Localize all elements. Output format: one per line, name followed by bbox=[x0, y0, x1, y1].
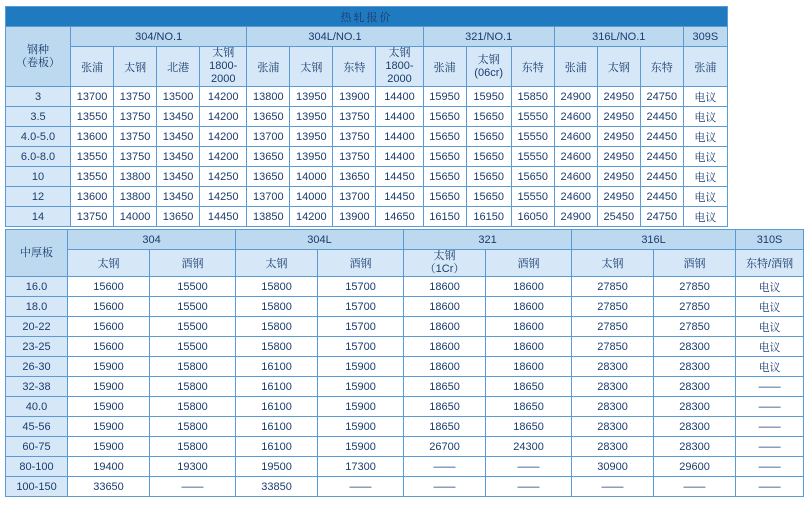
cell: 18600 bbox=[404, 317, 486, 337]
cell: 电议 bbox=[683, 167, 727, 187]
group-304l: 304L bbox=[236, 230, 404, 250]
cell: 18650 bbox=[404, 377, 486, 397]
cell: 15550 bbox=[511, 147, 554, 167]
cell: 13750 bbox=[71, 207, 114, 227]
cell: 24750 bbox=[640, 207, 683, 227]
col-304l-dongte: 东特 bbox=[333, 47, 376, 87]
cell: 13500 bbox=[157, 87, 200, 107]
cell: 13550 bbox=[71, 147, 114, 167]
cell: 15900 bbox=[318, 437, 404, 457]
col-304l-taigang: 太钢 bbox=[290, 47, 333, 87]
cell: 19500 bbox=[236, 457, 318, 477]
cell: 15550 bbox=[511, 107, 554, 127]
cell: 27850 bbox=[572, 297, 654, 317]
cell: 13900 bbox=[333, 207, 376, 227]
cell: 28300 bbox=[572, 357, 654, 377]
section2-sub-header-row bbox=[6, 250, 804, 277]
cell: 13750 bbox=[333, 107, 376, 127]
cell: —— bbox=[404, 477, 486, 497]
cell: —— bbox=[150, 477, 236, 497]
row-label: 10 bbox=[6, 167, 71, 187]
cell: 15650 bbox=[466, 147, 511, 167]
table-row bbox=[6, 207, 728, 227]
cell: 14400 bbox=[376, 107, 423, 127]
col-310s-dongte-jiugang: 东特/酒钢 bbox=[736, 250, 804, 277]
cell: 15900 bbox=[318, 377, 404, 397]
cell: —— bbox=[736, 437, 804, 457]
cell: 18600 bbox=[486, 297, 572, 317]
cell: 28300 bbox=[572, 437, 654, 457]
cell: 14250 bbox=[200, 167, 247, 187]
cell: 13650 bbox=[333, 167, 376, 187]
cell: 16150 bbox=[423, 207, 466, 227]
col-304l-taigang: 太钢 bbox=[236, 250, 318, 277]
table-row bbox=[6, 107, 728, 127]
cell: 13650 bbox=[247, 107, 290, 127]
table-row bbox=[6, 187, 728, 207]
row-label: 18.0 bbox=[6, 297, 68, 317]
cell: 13850 bbox=[247, 207, 290, 227]
table-row bbox=[6, 87, 728, 107]
cell: 14450 bbox=[376, 167, 423, 187]
section1-group-header-row bbox=[6, 27, 728, 47]
cell: 13750 bbox=[114, 107, 157, 127]
cell: 27850 bbox=[572, 277, 654, 297]
col-321-dongte: 东特 bbox=[511, 47, 554, 87]
row-label: 3.5 bbox=[6, 107, 71, 127]
cell: 13750 bbox=[114, 127, 157, 147]
cell: 18650 bbox=[486, 377, 572, 397]
cell: 15800 bbox=[150, 397, 236, 417]
row-label: 4.0-5.0 bbox=[6, 127, 71, 147]
cell: 33650 bbox=[68, 477, 150, 497]
row-label: 14 bbox=[6, 207, 71, 227]
cell: 18650 bbox=[486, 397, 572, 417]
cell: 13950 bbox=[290, 127, 333, 147]
cell: 27850 bbox=[654, 277, 736, 297]
cell: 15650 bbox=[466, 107, 511, 127]
section1-row-header-line1: 钢种 bbox=[27, 43, 50, 56]
cell: 15650 bbox=[511, 167, 554, 187]
cell: —— bbox=[486, 457, 572, 477]
cell: 18600 bbox=[404, 337, 486, 357]
cell: 14450 bbox=[376, 187, 423, 207]
cell: 24600 bbox=[554, 107, 597, 127]
table-row bbox=[6, 277, 804, 297]
table-row bbox=[6, 357, 804, 377]
table-row bbox=[6, 147, 728, 167]
cell: 15900 bbox=[318, 417, 404, 437]
table-row bbox=[6, 457, 804, 477]
cell: 33850 bbox=[236, 477, 318, 497]
cell: 13450 bbox=[157, 147, 200, 167]
table-row bbox=[6, 297, 804, 317]
row-label: 12 bbox=[6, 187, 71, 207]
cell: 28300 bbox=[654, 397, 736, 417]
cell: 24450 bbox=[640, 107, 683, 127]
cell: 15900 bbox=[68, 357, 150, 377]
row-label: 6.0-8.0 bbox=[6, 147, 71, 167]
cell: 14200 bbox=[200, 87, 247, 107]
cell: 13650 bbox=[157, 207, 200, 227]
col-304-jiugang: 酒钢 bbox=[150, 250, 236, 277]
cell: 15900 bbox=[318, 397, 404, 417]
page-title: 热轧报价 bbox=[6, 7, 728, 27]
cell: 电议 bbox=[683, 147, 727, 167]
cell: 14000 bbox=[114, 207, 157, 227]
cell: 13550 bbox=[71, 107, 114, 127]
cell: 26700 bbox=[404, 437, 486, 457]
cell: 15900 bbox=[68, 417, 150, 437]
cell: 15800 bbox=[236, 277, 318, 297]
section2-group-header-row bbox=[6, 230, 804, 250]
group-321: 321 bbox=[404, 230, 572, 250]
row-label: 23-25 bbox=[6, 337, 68, 357]
title-row bbox=[6, 7, 728, 27]
cell: 15800 bbox=[236, 337, 318, 357]
cell: 15500 bbox=[150, 317, 236, 337]
col-316l-zhangpu: 张浦 bbox=[554, 47, 597, 87]
cell: 24450 bbox=[640, 187, 683, 207]
cell: 28300 bbox=[572, 417, 654, 437]
cell: 28300 bbox=[654, 337, 736, 357]
cell: 27850 bbox=[654, 317, 736, 337]
col-304l-jiugang: 酒钢 bbox=[318, 250, 404, 277]
cell: 29600 bbox=[654, 457, 736, 477]
cell: 电议 bbox=[683, 207, 727, 227]
group-309s: 309S bbox=[683, 27, 727, 47]
cell: 15500 bbox=[150, 297, 236, 317]
cell: 14000 bbox=[290, 167, 333, 187]
cell: 电议 bbox=[683, 107, 727, 127]
cell: 16100 bbox=[236, 377, 318, 397]
section1-row-header-line2: （卷板） bbox=[16, 56, 61, 69]
cell: 13950 bbox=[290, 147, 333, 167]
cell: —— bbox=[736, 397, 804, 417]
cell: 18600 bbox=[404, 277, 486, 297]
cell: 15900 bbox=[68, 437, 150, 457]
group-321-no1: 321/NO.1 bbox=[423, 27, 554, 47]
table-row bbox=[6, 337, 804, 357]
row-label: 26-30 bbox=[6, 357, 68, 377]
cell: 24900 bbox=[554, 87, 597, 107]
cell: 24450 bbox=[640, 167, 683, 187]
cell: 15600 bbox=[68, 337, 150, 357]
cell: 13600 bbox=[71, 187, 114, 207]
cell: 13550 bbox=[71, 167, 114, 187]
table-row bbox=[6, 437, 804, 457]
cell: 24950 bbox=[597, 167, 640, 187]
row-label: 45-56 bbox=[6, 417, 68, 437]
cell: 13700 bbox=[71, 87, 114, 107]
cell: 28300 bbox=[572, 377, 654, 397]
col-304-zhangpu: 张浦 bbox=[71, 47, 114, 87]
cell: 18650 bbox=[404, 397, 486, 417]
cell: —— bbox=[572, 477, 654, 497]
group-304: 304 bbox=[68, 230, 236, 250]
col-309s-zhangpu: 张浦 bbox=[683, 47, 727, 87]
cell: 24300 bbox=[486, 437, 572, 457]
cell: 15800 bbox=[150, 377, 236, 397]
cell: 15600 bbox=[68, 277, 150, 297]
cell: 13950 bbox=[290, 107, 333, 127]
cell: 15850 bbox=[511, 87, 554, 107]
cell: 27850 bbox=[654, 297, 736, 317]
row-label: 80-100 bbox=[6, 457, 68, 477]
cell: 15650 bbox=[423, 167, 466, 187]
cell: 16050 bbox=[511, 207, 554, 227]
row-label: 32-38 bbox=[6, 377, 68, 397]
cell: 27850 bbox=[572, 317, 654, 337]
cell: 14650 bbox=[376, 207, 423, 227]
cell: 18600 bbox=[404, 357, 486, 377]
cell: 18600 bbox=[486, 277, 572, 297]
cell: 电议 bbox=[736, 297, 804, 317]
cell: 15650 bbox=[466, 127, 511, 147]
cell: 24950 bbox=[597, 87, 640, 107]
cell: 28300 bbox=[654, 377, 736, 397]
section1-sub-header-row bbox=[6, 47, 728, 87]
col-321-taigang-06cr: 太钢 (06cr) bbox=[466, 47, 511, 87]
cell: 15700 bbox=[318, 317, 404, 337]
cell: 24600 bbox=[554, 127, 597, 147]
row-label: 40.0 bbox=[6, 397, 68, 417]
col-321-taigang-1cr: 太钢 （1Cr） bbox=[404, 250, 486, 277]
cell: —— bbox=[318, 477, 404, 497]
col-304-taigang: 太钢 bbox=[68, 250, 150, 277]
cell: 28300 bbox=[654, 437, 736, 457]
cell: 电议 bbox=[736, 337, 804, 357]
cell: 13450 bbox=[157, 187, 200, 207]
cell: 14000 bbox=[290, 187, 333, 207]
cell: 13700 bbox=[333, 187, 376, 207]
cell: 15700 bbox=[318, 277, 404, 297]
cell: 15800 bbox=[236, 297, 318, 317]
cell: 14450 bbox=[200, 207, 247, 227]
cell: 24750 bbox=[640, 87, 683, 107]
cell: —— bbox=[404, 457, 486, 477]
cell: 24450 bbox=[640, 147, 683, 167]
cell: 15550 bbox=[511, 187, 554, 207]
cell: 13450 bbox=[157, 127, 200, 147]
cell: 15700 bbox=[318, 297, 404, 317]
cell: 14200 bbox=[290, 207, 333, 227]
cell: —— bbox=[736, 477, 804, 497]
cell: 28300 bbox=[572, 397, 654, 417]
cell: 24950 bbox=[597, 147, 640, 167]
cell: 16100 bbox=[236, 397, 318, 417]
row-label: 16.0 bbox=[6, 277, 68, 297]
cell: 24600 bbox=[554, 147, 597, 167]
cell: 13900 bbox=[333, 87, 376, 107]
cell: 18600 bbox=[486, 317, 572, 337]
cell: 15800 bbox=[150, 437, 236, 457]
price-table bbox=[5, 6, 728, 227]
cell: 24900 bbox=[554, 207, 597, 227]
cell: 13650 bbox=[247, 167, 290, 187]
col-321-zhangpu: 张浦 bbox=[423, 47, 466, 87]
cell: 15800 bbox=[236, 317, 318, 337]
cell: 16100 bbox=[236, 417, 318, 437]
row-label: 20-22 bbox=[6, 317, 68, 337]
cell: 电议 bbox=[736, 357, 804, 377]
col-316l-jiugang: 酒钢 bbox=[654, 250, 736, 277]
cell: 18650 bbox=[404, 417, 486, 437]
col-316l-taigang: 太钢 bbox=[572, 250, 654, 277]
section2-row-header: 中厚板 bbox=[6, 230, 68, 277]
cell: 24950 bbox=[597, 187, 640, 207]
group-310s: 310S bbox=[736, 230, 804, 250]
row-label: 60-75 bbox=[6, 437, 68, 457]
cell: 16100 bbox=[236, 437, 318, 457]
cell: —— bbox=[736, 377, 804, 397]
cell: 19300 bbox=[150, 457, 236, 477]
cell: 14400 bbox=[376, 87, 423, 107]
cell: 13800 bbox=[114, 167, 157, 187]
group-316l-no1: 316L/NO.1 bbox=[554, 27, 683, 47]
cell: 13750 bbox=[333, 127, 376, 147]
cell: 15800 bbox=[150, 417, 236, 437]
group-316l: 316L bbox=[572, 230, 736, 250]
cell: 13750 bbox=[114, 147, 157, 167]
col-304l-zhangpu: 张浦 bbox=[247, 47, 290, 87]
col-304-taigang-1800-2000: 太钢 1800- 2000 bbox=[200, 47, 247, 87]
cell: 24950 bbox=[597, 127, 640, 147]
table-row bbox=[6, 167, 728, 187]
cell: 电议 bbox=[736, 277, 804, 297]
group-304-no1: 304/NO.1 bbox=[71, 27, 247, 47]
cell: 18600 bbox=[486, 337, 572, 357]
cell: 18600 bbox=[404, 297, 486, 317]
cell: 14200 bbox=[200, 107, 247, 127]
cell: 17300 bbox=[318, 457, 404, 477]
cell: —— bbox=[486, 477, 572, 497]
cell: 15650 bbox=[423, 127, 466, 147]
cell: —— bbox=[736, 457, 804, 477]
cell: 16150 bbox=[466, 207, 511, 227]
cell: 15700 bbox=[318, 337, 404, 357]
cell: 27850 bbox=[572, 337, 654, 357]
col-304l-taigang-1800-2000: 太钢 1800- 2000 bbox=[376, 47, 423, 87]
cell: 15900 bbox=[318, 357, 404, 377]
cell: 13800 bbox=[247, 87, 290, 107]
cell: 15900 bbox=[68, 377, 150, 397]
col-316l-taigang: 太钢 bbox=[597, 47, 640, 87]
cell: 13450 bbox=[157, 107, 200, 127]
cell: 28300 bbox=[654, 357, 736, 377]
price-table-section2 bbox=[5, 229, 804, 497]
cell: 15550 bbox=[511, 127, 554, 147]
cell: 14200 bbox=[200, 147, 247, 167]
cell: 13450 bbox=[157, 167, 200, 187]
cell: 电议 bbox=[683, 127, 727, 147]
row-label: 100-150 bbox=[6, 477, 68, 497]
cell: —— bbox=[654, 477, 736, 497]
cell: 15650 bbox=[423, 147, 466, 167]
table-row bbox=[6, 397, 804, 417]
cell: 28300 bbox=[654, 417, 736, 437]
cell: 14400 bbox=[376, 147, 423, 167]
cell: 13800 bbox=[114, 187, 157, 207]
cell: 24450 bbox=[640, 127, 683, 147]
group-304l-no1: 304L/NO.1 bbox=[247, 27, 423, 47]
col-304-beigang: 北港 bbox=[157, 47, 200, 87]
cell: 15800 bbox=[150, 357, 236, 377]
cell: 25450 bbox=[597, 207, 640, 227]
cell: 13950 bbox=[290, 87, 333, 107]
cell: 15650 bbox=[423, 107, 466, 127]
cell: 15650 bbox=[466, 167, 511, 187]
cell: 15650 bbox=[466, 187, 511, 207]
cell: 13750 bbox=[333, 147, 376, 167]
cell: 13700 bbox=[247, 127, 290, 147]
row-label: 3 bbox=[6, 87, 71, 107]
cell: 16100 bbox=[236, 357, 318, 377]
cell: 15650 bbox=[423, 187, 466, 207]
cell: 13700 bbox=[247, 187, 290, 207]
col-321-jiugang: 酒钢 bbox=[486, 250, 572, 277]
cell: 18650 bbox=[486, 417, 572, 437]
cell: 电议 bbox=[683, 87, 727, 107]
cell: 24950 bbox=[597, 107, 640, 127]
cell: 24600 bbox=[554, 187, 597, 207]
section1-row-header bbox=[6, 27, 71, 87]
col-316l-dongte: 东特 bbox=[640, 47, 683, 87]
cell: 15500 bbox=[150, 337, 236, 357]
table-row bbox=[6, 477, 804, 497]
cell: 15600 bbox=[68, 317, 150, 337]
col-304-taigang: 太钢 bbox=[114, 47, 157, 87]
table-row bbox=[6, 377, 804, 397]
cell: 14250 bbox=[200, 187, 247, 207]
cell: 18600 bbox=[486, 357, 572, 377]
cell: 电议 bbox=[736, 317, 804, 337]
cell: 15950 bbox=[423, 87, 466, 107]
cell: 14200 bbox=[200, 127, 247, 147]
table-row bbox=[6, 317, 804, 337]
cell: 13650 bbox=[247, 147, 290, 167]
cell: 13750 bbox=[114, 87, 157, 107]
cell: 14400 bbox=[376, 127, 423, 147]
cell: 电议 bbox=[683, 187, 727, 207]
cell: 15600 bbox=[68, 297, 150, 317]
cell: 24600 bbox=[554, 167, 597, 187]
cell: 15950 bbox=[466, 87, 511, 107]
cell: 30900 bbox=[572, 457, 654, 477]
table-row bbox=[6, 127, 728, 147]
cell: —— bbox=[736, 417, 804, 437]
cell: 13600 bbox=[71, 127, 114, 147]
cell: 15900 bbox=[68, 397, 150, 417]
cell: 19400 bbox=[68, 457, 150, 477]
cell: 15500 bbox=[150, 277, 236, 297]
table-row bbox=[6, 417, 804, 437]
